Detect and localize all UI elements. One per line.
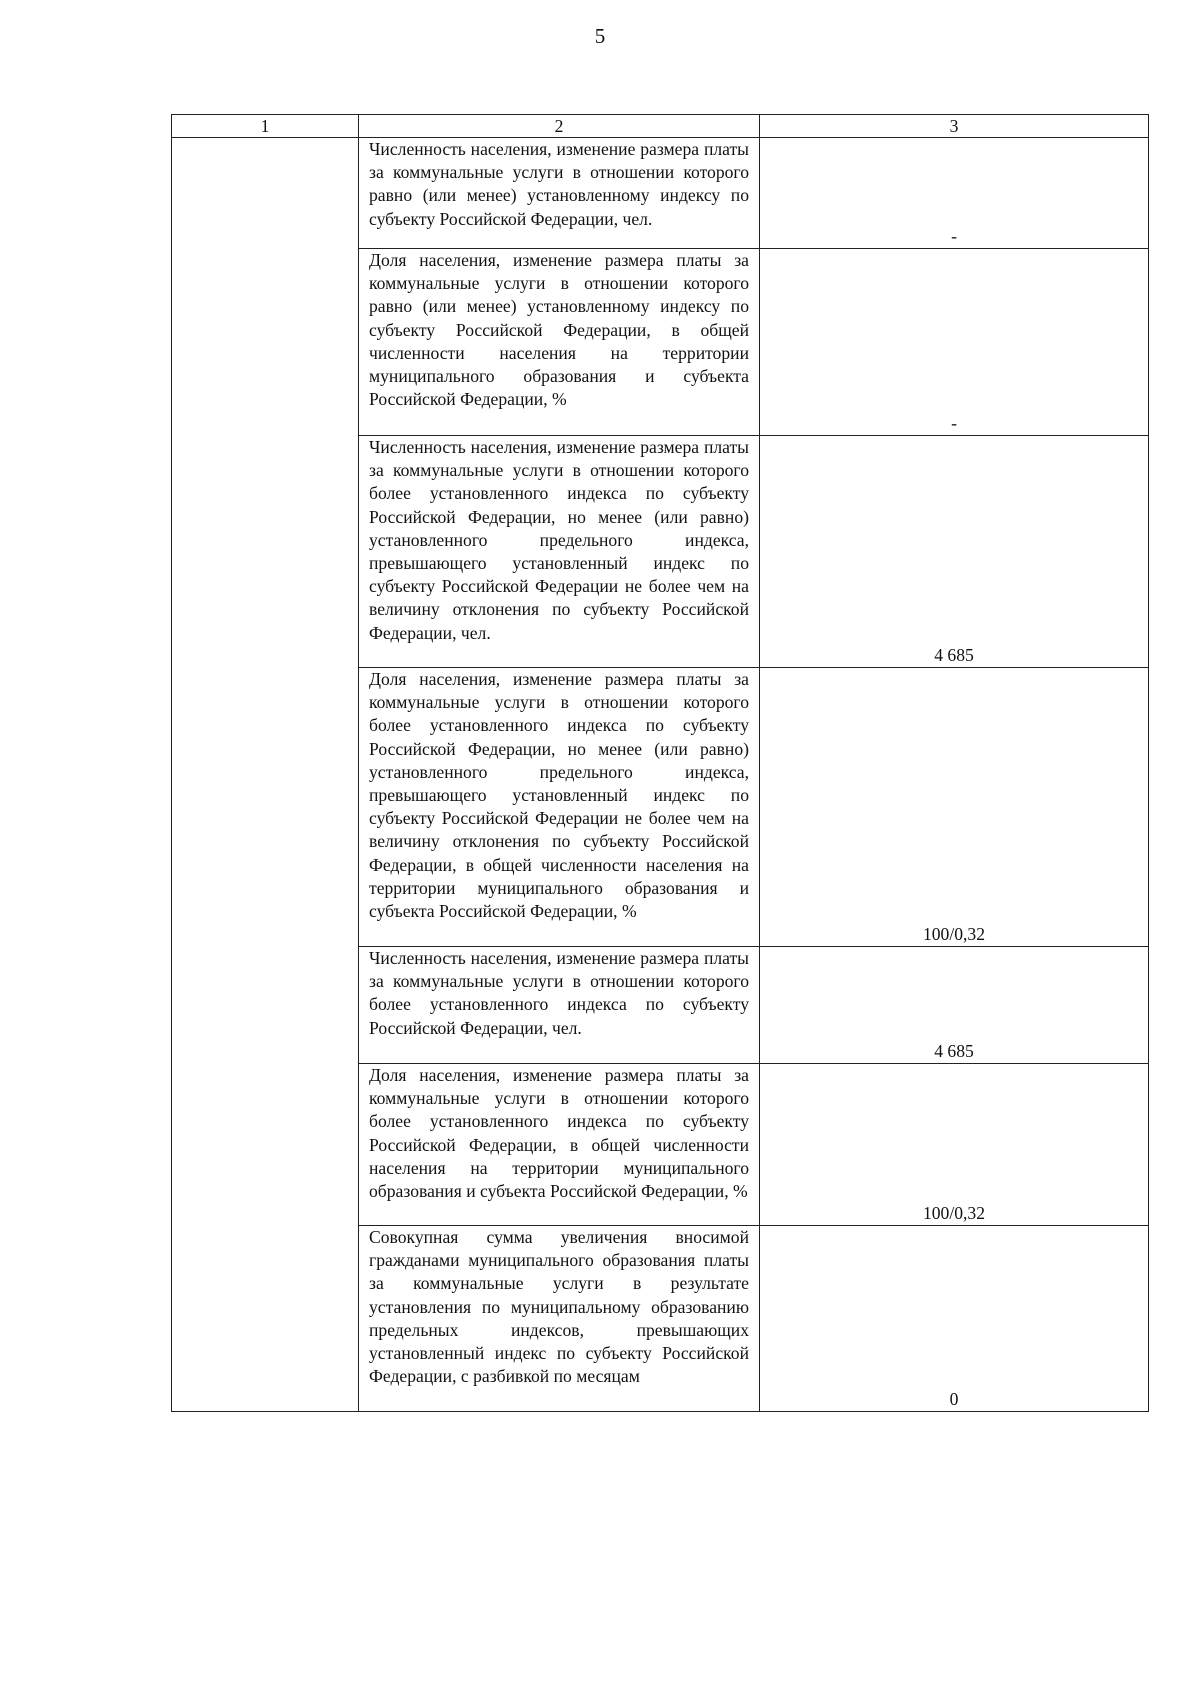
indicator-cell: Численность населения, изменение размера платы за коммунальные услуги в отношении которого равно (или менее) установленному индексу по субъекту Российской Федерации, чел. <box>359 138 760 249</box>
indicator-cell: Численность населения, изменение размера платы за коммунальные услуги в отношении которого более установленного индекса по субъекту Российской Федерации, но менее (или равно) установленного предельного индекса, превышающего установленный индекс по субъекту Российской Федерации не более чем на величину отклонения по субъекту Российской Федерации, чел. <box>359 436 760 668</box>
page-number: 5 <box>594 24 606 48</box>
indicator-cell: Доля населения, изменение размера платы за коммунальные услуги в отношении которого равно (или менее) установленному индексу по субъекту Российской Федерации, в общей численности населения на территории муниципального образования и субъекта Российской Федерации, % <box>359 249 760 436</box>
table-header-row <box>172 115 1149 138</box>
column-header-3: 3 <box>760 115 1149 138</box>
table-row <box>172 138 1149 249</box>
indicator-cell: Доля населения, изменение размера платы за коммунальные услуги в отношении которого более установленного индекса по субъекту Российской Федерации, но менее (или равно) установленного предельного индекса, превышающего установленный индекс по субъекту Российской Федерации не более чем на величину отклонения по субъекту Российской Федерации, в общей численности населения на территории муниципального образования и субъекта Российской Федерации, % <box>359 668 760 947</box>
value-cell: 0 <box>760 1226 1149 1412</box>
column-header-1: 1 <box>172 115 359 138</box>
indicator-cell: Численность населения, изменение размера платы за коммунальные услуги в отношении которого более установленного индекса по субъекту Российской Федерации, чел. <box>359 947 760 1064</box>
merged-empty-cell <box>172 138 359 1412</box>
value-cell: - <box>760 138 1149 249</box>
value-cell: 100/0,32 <box>760 668 1149 947</box>
indicator-cell: Совокупная сумма увеличения вносимой гражданами муниципального образования платы за коммунальные услуги в результате установления по муниципальному образованию предельных индексов, превышающих установленный индекс по субъекту Российской Федерации, с разбивкой по месяцам <box>359 1226 760 1412</box>
value-cell: 100/0,32 <box>760 1064 1149 1226</box>
value-cell: 4 685 <box>760 436 1149 668</box>
value-cell: - <box>760 249 1149 436</box>
indicators-table <box>171 114 1149 1412</box>
indicator-cell: Доля населения, изменение размера платы за коммунальные услуги в отношении которого более установленного индекса по субъекту Российской Федерации, в общей численности населения на территории муниципального образования и субъекта Российской Федерации, % <box>359 1064 760 1226</box>
value-cell: 4 685 <box>760 947 1149 1064</box>
column-header-2: 2 <box>359 115 760 138</box>
